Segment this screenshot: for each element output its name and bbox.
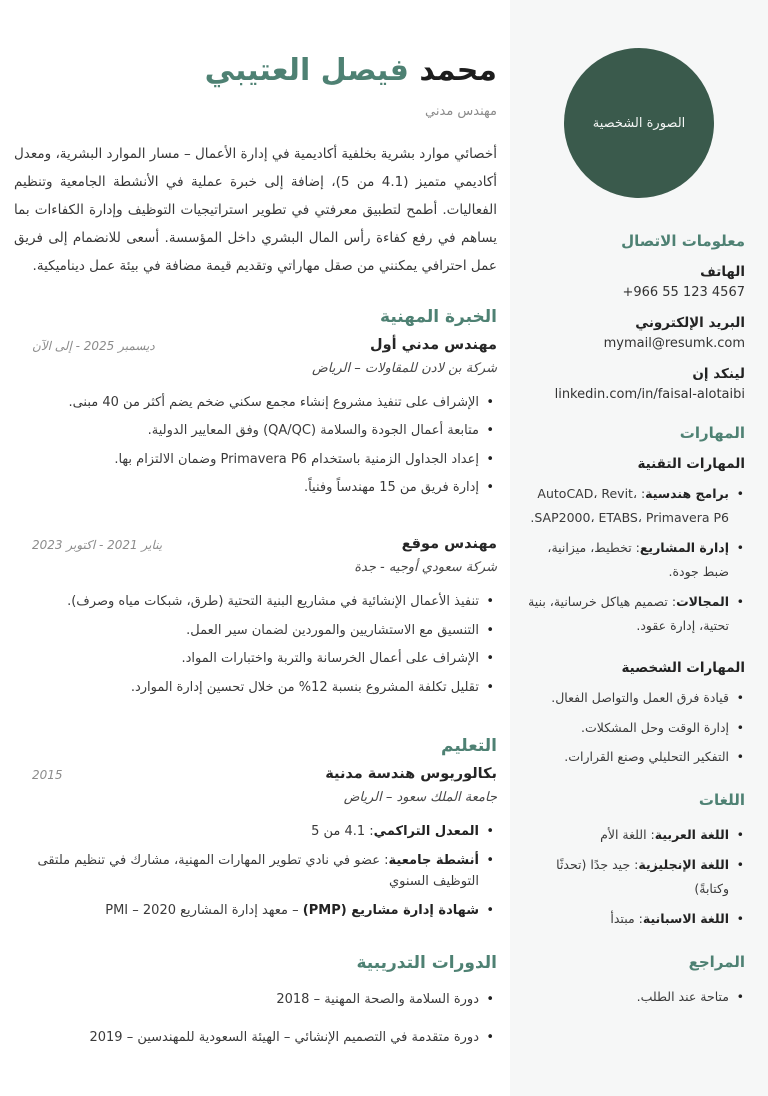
edu-bullet-label: أنشطة جامعية — [388, 852, 479, 868]
job-header — [14, 536, 497, 552]
sidebar — [510, 0, 768, 1096]
list-item: • الإشراف على أعمال الخرسانة والتربة واختبارات المواد. — [14, 648, 497, 669]
summary-paragraph: أخصائي موارد بشرية بخلفية أكاديمية في إدارة الأعمال – مسار الموارد البشرية، ومعدل أكاديمي متميز (4.1 من 5)، إضافة إلى خبرة عملية في الأنشطة الجامعية وتنظيم الفعاليات. أطمح لتطبيق معرفتي في تطوير استراتيجيات التوظيف وإدارة الكفاءات بما يساهم في رفع كفاءة رأس المال البشري داخل المؤسسة. أسعى للانضمام إلى فريق عمل احترافي يمكنني من صقل مهاراتي وتقديم قيمة مضافة في بيئة عمل ديناميكية. — [14, 146, 497, 274]
list-item: • دورة السلامة والصحة المهنية – 2018 — [14, 989, 497, 1010]
phone-label: الهاتف — [700, 264, 745, 280]
languages-list — [526, 823, 745, 931]
photo-placeholder-label: الصورة الشخصية — [592, 115, 686, 131]
list-item: • دورة متقدمة في التصميم الإنشائي – الهيئة السعودية للمهندسين – 2019 — [14, 1027, 497, 1048]
degree-name: بكالوريوس هندسة مدنية — [325, 766, 497, 783]
language-label: اللغة الإنجليزية — [638, 856, 729, 872]
job-bullets — [14, 392, 497, 499]
contact-email — [526, 315, 745, 351]
first-name: محمد — [419, 53, 497, 88]
list-item — [14, 821, 497, 842]
job-company: شركة سعودي أوجيه - جدة — [354, 560, 497, 576]
contact-title: معلومات الاتصال — [621, 232, 745, 250]
list-item: • التنسيق مع الاستشاريين والموردين لضمان سير العمل. — [14, 620, 497, 641]
profile-photo-placeholder — [564, 48, 714, 198]
email-value: mymail@resumk.com — [603, 336, 745, 351]
language-label: اللغة الاسبانية — [642, 910, 729, 926]
list-item: • متاحة عند الطلب. — [526, 985, 745, 1009]
job-bullets — [14, 591, 497, 698]
language-label: اللغة العربية — [654, 827, 729, 843]
edu-bullet-text: – معهد إدارة المشاريع 2020 – PMI — [105, 902, 303, 918]
skill-label: برامج هندسية — [645, 486, 729, 501]
job-header — [14, 337, 497, 353]
page-title — [14, 50, 497, 92]
last-name: فيصل العتيبي — [204, 53, 409, 88]
job-dates: ديسمبر 2025 - إلى الآن — [32, 338, 155, 353]
linkedin-value: linkedin.com/in/faisal-alotaibi — [554, 387, 745, 402]
technical-skills-list — [526, 482, 745, 638]
list-item: • متابعة أعمال الجودة والسلامة (QA/QC) وفق المعايير الدولية. — [14, 420, 497, 441]
list-item — [526, 590, 745, 639]
email-label: البريد الإلكتروني — [635, 315, 745, 331]
skill-text: : تخطيط، ميزانية، ضبط جودة. — [547, 539, 729, 580]
job-title: مهندس مدني — [425, 104, 497, 119]
languages-section — [510, 791, 768, 931]
skill-label: المجالات — [676, 593, 729, 609]
experience-title: الخبرة المهنية — [380, 306, 497, 327]
school-name: جامعة الملك سعود – الرياض — [343, 790, 497, 806]
list-item: • قيادة فرق العمل والتواصل الفعال. — [526, 686, 745, 710]
language-level: : جيد جدًا (تحدثًا وكتابةً) — [556, 856, 729, 897]
skills-section — [510, 424, 768, 769]
list-item — [526, 536, 745, 585]
list-item: • الإشراف على تنفيذ مشروع إنشاء مجمع سكني ضخم يضم أكثر من 40 مبنى. — [14, 392, 497, 413]
list-item — [526, 853, 745, 902]
technical-skills-title: المهارات التقنية — [637, 456, 745, 472]
skills-title: المهارات — [679, 424, 745, 442]
contact-linkedin — [526, 366, 745, 402]
personal-skills-list — [526, 686, 745, 769]
education-bullets — [14, 821, 497, 921]
job-role: مهندس مدني أول — [370, 336, 497, 353]
contact-section — [510, 232, 768, 402]
job-entry — [14, 536, 497, 698]
list-item — [14, 850, 497, 893]
edu-bullet-label: شهادة إدارة مشاريع (PMP) — [302, 902, 479, 918]
edu-bullet-text: : 4.1 من 5 — [311, 824, 374, 840]
phone-value: +966 55 123 4567 — [622, 285, 745, 300]
list-item: • تنفيذ الأعمال الإنشائية في مشاريع البنية التحتية (طرق، شبكات مياه وصرف). — [14, 591, 497, 612]
list-item: • تقليل تكلفة المشروع بنسبة 12% من خلال تحسين إدارة الموارد. — [14, 677, 497, 698]
references-list — [526, 985, 745, 1009]
references-section — [510, 953, 768, 1009]
skill-label: إدارة المشاريع — [639, 539, 729, 555]
list-item — [526, 823, 745, 847]
courses-section — [14, 953, 497, 1049]
list-item: • إعداد الجداول الزمنية باستخدام Primavera P6 وضمان الالتزام بها. — [14, 449, 497, 470]
job-role: مهندس موقع — [401, 536, 497, 553]
edu-bullet-label: المعدل التراكمي — [373, 824, 479, 840]
experience-section — [14, 307, 497, 699]
language-level: : اللغة الأم — [600, 827, 655, 843]
list-item: • التفكير التحليلي وصنع القرارات. — [526, 745, 745, 769]
contact-phone — [526, 264, 745, 300]
courses-title: الدورات التدريبية — [356, 952, 497, 973]
references-title: المراجع — [688, 952, 745, 971]
job-company: شركة بن لادن للمقاولات – الرياض — [312, 360, 497, 376]
degree-header — [14, 766, 497, 782]
edu-bullet-text: : عضو في نادي تطوير المهارات المهنية، مشارك في تنظيم ملتقى التوظيف السنوي — [37, 852, 479, 890]
list-item: • إدارة فريق من 15 مهندساً وفنياً. — [14, 477, 497, 498]
education-title: التعليم — [441, 736, 497, 757]
language-level: : مبتدأ — [610, 910, 643, 926]
list-item: • إدارة الوقت وحل المشكلات. — [526, 716, 745, 740]
courses-list — [14, 989, 497, 1049]
job-entry — [14, 337, 497, 499]
list-item — [14, 900, 497, 921]
list-item — [526, 907, 745, 931]
list-item — [526, 482, 745, 531]
education-section — [14, 736, 497, 921]
degree-date: 2015 — [32, 768, 63, 783]
languages-title: اللغات — [698, 791, 745, 810]
skill-text: : تصميم هياكل خرسانية، بنية تحتية، إدارة عقود. — [528, 593, 729, 633]
job-dates: يناير 2021 - اكتوبر 2023 — [32, 538, 163, 553]
skill-text: : AutoCAD، Revit، SAP2000، ETABS، Primavera P6. — [530, 486, 729, 526]
linkedin-label: لينكد إن — [692, 366, 745, 382]
personal-skills-title: المهارات الشخصية — [621, 660, 745, 677]
